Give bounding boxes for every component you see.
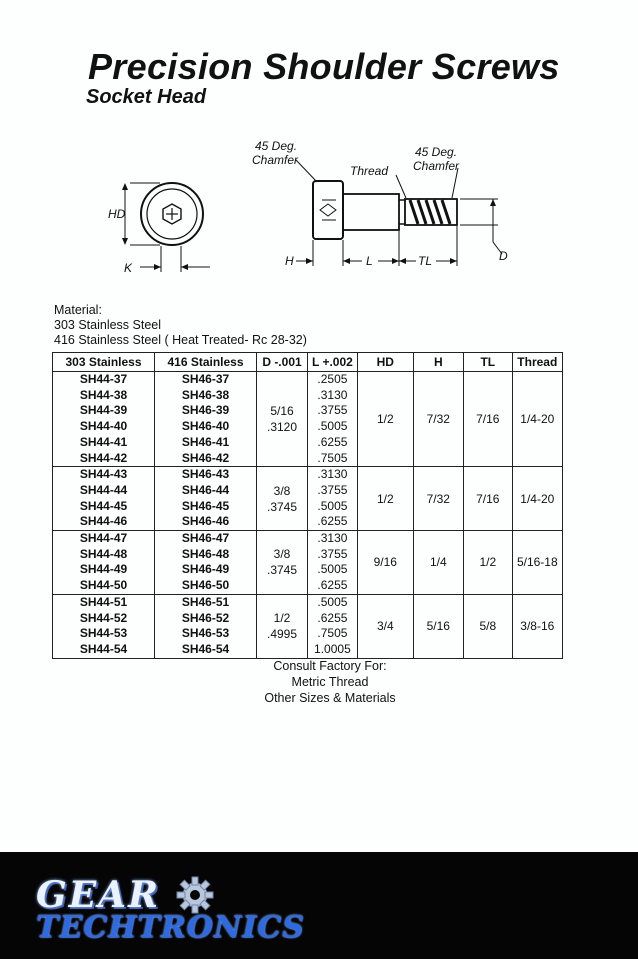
cell-303: SH44-45 [53, 499, 155, 515]
col-header-hd: HD [357, 353, 413, 372]
table-header-row [53, 353, 563, 372]
cell-d: 3/8 .3745 [257, 467, 308, 531]
cell-l: 1.0005 [308, 642, 358, 658]
cell-303: SH44-50 [53, 578, 155, 594]
cell-tl: 7/16 [463, 372, 512, 467]
cell-l: .6255 [308, 578, 358, 594]
cell-416: SH46-37 [155, 372, 257, 388]
cell-thread: 3/8-16 [512, 594, 562, 658]
cell-416: SH46-54 [155, 642, 257, 658]
col-header-d: D -.001 [257, 353, 308, 372]
cell-416: SH46-45 [155, 499, 257, 515]
cell-thread: 1/4-20 [512, 372, 562, 467]
label-hd: HD [108, 207, 126, 221]
cell-tl: 7/16 [463, 467, 512, 531]
cell-h: 1/4 [413, 531, 463, 595]
cell-303: SH44-47 [53, 531, 155, 547]
label-d: D [499, 249, 508, 263]
cell-h: 7/32 [413, 467, 463, 531]
cell-416: SH46-38 [155, 388, 257, 404]
cell-416: SH46-44 [155, 483, 257, 499]
cell-l: .3755 [308, 547, 358, 563]
spec-table [52, 352, 563, 659]
cell-hd: 9/16 [357, 531, 413, 595]
cell-303: SH44-37 [53, 372, 155, 388]
col-header-303: 303 Stainless [53, 353, 155, 372]
label-chamfer-left-2: Chamfer [252, 153, 299, 167]
cell-416: SH46-49 [155, 562, 257, 578]
col-header-l: L +.002 [308, 353, 358, 372]
consult-heading: Consult Factory For: [273, 659, 387, 673]
cell-hd: 1/2 [357, 467, 413, 531]
cell-thread: 5/16-18 [512, 531, 562, 595]
cell-l: .5005 [308, 562, 358, 578]
col-header-tl: TL [463, 353, 512, 372]
table-row [53, 594, 563, 610]
cell-303: SH44-39 [53, 403, 155, 419]
cell-416: SH46-39 [155, 403, 257, 419]
cell-303: SH44-52 [53, 611, 155, 627]
cell-416: SH46-53 [155, 626, 257, 642]
col-header-416: 416 Stainless [155, 353, 257, 372]
cell-l: .2505 [308, 372, 358, 388]
page-title: Precision Shoulder Screws [88, 46, 560, 87]
cell-l: .3130 [308, 467, 358, 483]
cell-303: SH44-46 [53, 514, 155, 530]
screw-side-view [296, 160, 502, 266]
cell-416: SH46-40 [155, 419, 257, 435]
cell-416: SH46-43 [155, 467, 257, 483]
cell-l: .6255 [308, 514, 358, 530]
cell-thread: 1/4-20 [512, 467, 562, 531]
col-header-h: H [413, 353, 463, 372]
cell-303: SH44-43 [53, 467, 155, 483]
cell-l: .3755 [308, 403, 358, 419]
cell-tl: 5/8 [463, 594, 512, 658]
head-end-view [122, 183, 210, 272]
cell-l: .7505 [308, 626, 358, 642]
col-header-thread: Thread [512, 353, 562, 372]
label-h: H [285, 254, 294, 268]
label-thread: Thread [350, 164, 389, 178]
cell-303: SH44-54 [53, 642, 155, 658]
cell-303: SH44-48 [53, 547, 155, 563]
label-chamfer-right-1: 45 Deg. [415, 145, 458, 159]
material-heading: Material: [54, 303, 102, 317]
cell-416: SH46-50 [155, 578, 257, 594]
cell-l: .3130 [308, 531, 358, 547]
material-line-303: 303 Stainless Steel [54, 318, 162, 332]
cell-303: SH44-41 [53, 435, 155, 451]
label-tl: TL [418, 254, 433, 268]
cell-416: SH46-42 [155, 451, 257, 467]
cell-hd: 3/4 [357, 594, 413, 658]
cell-l: .5005 [308, 594, 358, 610]
cell-303: SH44-51 [53, 594, 155, 610]
cell-416: SH46-48 [155, 547, 257, 563]
material-block [54, 303, 307, 348]
cell-303: SH44-42 [53, 451, 155, 467]
cell-303: SH44-53 [53, 626, 155, 642]
cell-416: SH46-41 [155, 435, 257, 451]
company-logo [36, 874, 305, 945]
table-row [53, 372, 563, 388]
cell-tl: 1/2 [463, 531, 512, 595]
cell-l: .3130 [308, 388, 358, 404]
cell-d: 1/2 .4995 [257, 594, 308, 658]
table-row [53, 531, 563, 547]
cell-d: 3/8 .3745 [257, 531, 308, 595]
cell-l: .6255 [308, 611, 358, 627]
cell-303: SH44-38 [53, 388, 155, 404]
cell-303: SH44-44 [53, 483, 155, 499]
material-line-416: 416 Stainless Steel ( Heat Treated- Rc 28-32) [54, 333, 307, 347]
cell-416: SH46-47 [155, 531, 257, 547]
consult-other: Other Sizes & Materials [264, 691, 396, 705]
gear-icon [176, 876, 214, 914]
cell-d: 5/16 .3120 [257, 372, 308, 467]
cell-l: .5005 [308, 419, 358, 435]
cell-303: SH44-40 [53, 419, 155, 435]
logo-word-techtronics: TECHTRONICS [36, 910, 305, 945]
consult-metric: Metric Thread [291, 675, 369, 689]
cell-l: .7505 [308, 451, 358, 467]
label-chamfer-right-2: Chamfer [413, 159, 460, 173]
cell-h: 5/16 [413, 594, 463, 658]
screw-diagram [100, 138, 520, 278]
cell-l: .6255 [308, 435, 358, 451]
label-l: L [366, 254, 373, 268]
cell-l: .5005 [308, 499, 358, 515]
page-subtitle: Socket Head [86, 86, 207, 108]
cell-416: SH46-46 [155, 514, 257, 530]
table-row [53, 467, 563, 483]
label-chamfer-left-1: 45 Deg. [255, 139, 298, 153]
cell-416: SH46-52 [155, 611, 257, 627]
cell-416: SH46-51 [155, 594, 257, 610]
logo-word-gear: GEAR [36, 874, 161, 916]
consult-factory-note [0, 658, 638, 706]
cell-h: 7/32 [413, 372, 463, 467]
label-k: K [124, 261, 133, 275]
cell-l: .3755 [308, 483, 358, 499]
cell-hd: 1/2 [357, 372, 413, 467]
cell-303: SH44-49 [53, 562, 155, 578]
